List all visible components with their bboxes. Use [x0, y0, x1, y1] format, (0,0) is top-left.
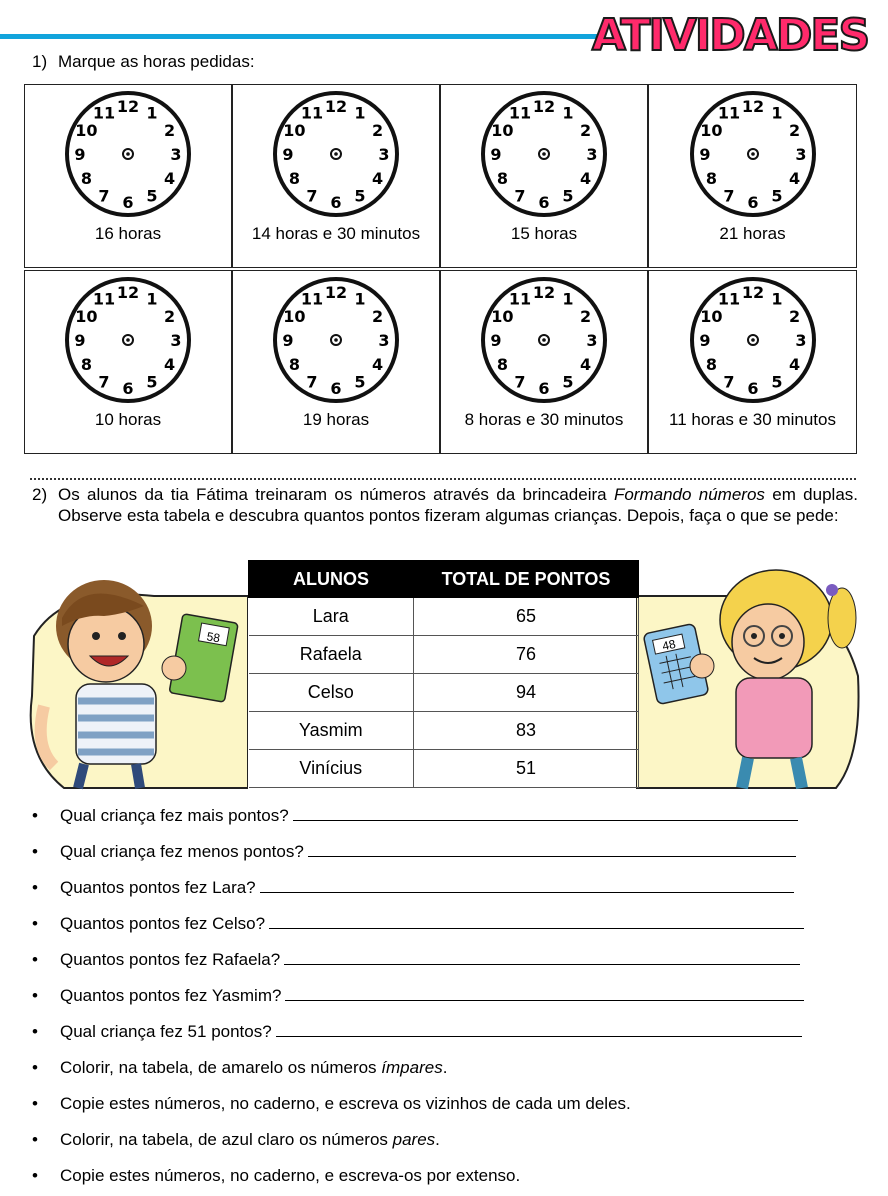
clock-number: 5 [562, 186, 574, 206]
clock-number: 2 [788, 121, 800, 140]
clock-number: 10 [283, 307, 306, 326]
clock-number: 5 [146, 372, 158, 392]
student-points: 83 [414, 712, 639, 750]
section-divider [30, 478, 856, 480]
clock-number: 6 [330, 193, 342, 212]
clock-number: 6 [330, 379, 342, 398]
answer-line[interactable] [285, 984, 804, 1001]
clock-number: 5 [770, 372, 783, 392]
task-text-end: . [435, 1130, 440, 1149]
clock-number: 8 [496, 169, 508, 188]
clock-number: 11 [300, 289, 324, 309]
clock-number: 4 [580, 169, 592, 188]
clock-number: 9 [282, 145, 294, 164]
student-name: Yasmim [249, 712, 414, 750]
clock-number: 8 [80, 169, 92, 188]
question-text: Quantos pontos fez Rafaela? [60, 950, 281, 969]
clock-number: 2 [788, 307, 800, 326]
clock-number: 11 [717, 103, 740, 123]
clock-number: 2 [372, 307, 384, 326]
clock-number: 6 [538, 379, 550, 398]
clock-number: 11 [717, 289, 740, 309]
clock-number: 2 [372, 121, 384, 140]
question-item [30, 798, 860, 834]
clock-number: 12 [324, 283, 348, 302]
question-2-text-a: Os alunos da tia Fátima treinaram os números através da brincadeira [58, 485, 614, 504]
question-line [60, 834, 796, 870]
clock-number: 10 [699, 121, 723, 140]
question-line [60, 978, 804, 1014]
student-name: Lara [249, 598, 414, 636]
table-row [249, 636, 639, 674]
clock-number: 4 [372, 355, 384, 374]
clock-number: 1 [354, 103, 366, 123]
clock-label: 19 horas [302, 410, 370, 429]
question-text: Quantos pontos fez Celso? [60, 914, 266, 933]
clock-face[interactable] [271, 275, 401, 405]
clock-number: 9 [698, 331, 711, 350]
clock-face[interactable] [479, 275, 609, 405]
task-text [60, 1050, 447, 1086]
clock-number: 3 [586, 145, 598, 164]
clock-number: 4 [164, 169, 176, 188]
question-1-prompt: Marque as horas pedidas: [58, 52, 255, 71]
clock-label: 11 horas e 30 minutos [669, 410, 836, 429]
answer-line[interactable] [293, 804, 798, 821]
clock-number: 2 [580, 307, 592, 326]
clock-number: 5 [146, 186, 158, 206]
question-line [60, 906, 804, 942]
clock-number: 12 [116, 97, 140, 116]
clock-face[interactable] [63, 89, 193, 219]
task-text [60, 1086, 631, 1122]
clock-number: 3 [794, 331, 807, 350]
clock-number: 9 [74, 145, 86, 164]
question-line [60, 942, 800, 978]
clock-number: 9 [698, 145, 711, 164]
clock-number: 5 [354, 186, 366, 206]
clock-number: 9 [490, 331, 502, 350]
bullet-icon: • [32, 1130, 38, 1149]
clock-number: 6 [122, 193, 134, 212]
clock-number: 1 [146, 289, 158, 309]
task-item [30, 1086, 860, 1122]
clock-number: 8 [496, 355, 508, 374]
clock-number: 8 [288, 169, 300, 188]
clock-number: 10 [491, 121, 514, 140]
task-item [30, 1158, 860, 1194]
answer-line[interactable] [269, 912, 804, 929]
clock-number: 6 [538, 193, 550, 212]
clock-number: 9 [74, 331, 86, 350]
clock-label: 14 horas e 30 minutos [251, 224, 421, 243]
question-line [60, 798, 798, 834]
clock-number: 7 [514, 372, 526, 392]
question-line [60, 870, 794, 906]
table-header-pontos: TOTAL DE PONTOS [414, 561, 639, 598]
question-item [30, 906, 860, 942]
task-item [30, 1122, 860, 1158]
clock-number: 4 [164, 355, 176, 374]
boy-illustration [24, 556, 248, 790]
table-row [249, 712, 639, 750]
clock-number: 10 [75, 121, 98, 140]
boy-card-number: 58 [205, 629, 222, 646]
clock-number: 11 [300, 103, 324, 123]
clock-label: 21 horas [719, 224, 786, 243]
question-item [30, 834, 860, 870]
clock-number: 3 [378, 145, 390, 164]
clock-face[interactable] [688, 275, 818, 405]
clock-number: 12 [741, 97, 764, 116]
clock-number: 10 [283, 121, 306, 140]
clock-number: 5 [354, 372, 366, 392]
task-text-main: Copie estes números, no caderno, e escreva os vizinhos de cada um deles. [60, 1094, 631, 1113]
clock-cell [24, 270, 232, 454]
answer-line[interactable] [284, 948, 800, 965]
clock-number: 9 [282, 331, 294, 350]
task-text [60, 1158, 520, 1194]
clock-cell [440, 84, 648, 268]
clock-cell [24, 84, 232, 268]
clock-cell [440, 270, 648, 454]
table-header-alunos: ALUNOS [249, 561, 414, 598]
clock-number: 11 [92, 103, 116, 123]
clock-number: 3 [378, 331, 390, 350]
task-text-main: Copie estes números, no caderno, e escreva-os por extenso. [60, 1166, 521, 1185]
question-2-text-b: em duplas. Observe esta tabela e descubra quantos pontos fizeram algumas crianças. Depois, faça o que se pede: [58, 485, 859, 525]
clock-number: 10 [75, 307, 98, 326]
clock-number: 10 [699, 307, 723, 326]
clock-number: 7 [306, 372, 318, 392]
bullet-icon: • [32, 842, 38, 861]
student-points: 76 [414, 636, 639, 674]
task-text [60, 1122, 440, 1158]
question-list [30, 798, 860, 1194]
question-1-number: 1) [32, 52, 48, 71]
clock-cell [648, 84, 857, 268]
clock-face[interactable] [63, 275, 193, 405]
clock-number: 7 [98, 372, 110, 392]
question-1 [32, 52, 255, 72]
clock-number: 7 [722, 186, 735, 206]
bullet-icon: • [32, 950, 38, 969]
clock-number: 1 [770, 103, 783, 123]
question-item [30, 1014, 860, 1050]
clock-number: 8 [288, 355, 300, 374]
clock-label: 15 horas [510, 224, 578, 243]
girl-illustration [636, 556, 862, 790]
clock-number: 2 [580, 121, 592, 140]
clock-cell [232, 270, 440, 454]
student-points: 65 [414, 598, 639, 636]
clock-number: 5 [562, 372, 574, 392]
clock-face[interactable] [271, 89, 401, 219]
student-name: Vinícius [249, 750, 414, 788]
bullet-icon: • [32, 1094, 38, 1113]
task-text-italic: ímpares [381, 1058, 443, 1077]
clock-number: 1 [354, 289, 366, 309]
question-text: Qual criança fez mais pontos? [60, 806, 289, 825]
clock-number: 8 [705, 169, 717, 188]
task-text-end: . [442, 1058, 448, 1077]
bullet-icon: • [32, 1022, 38, 1041]
clock-number: 6 [122, 379, 134, 398]
clock-number: 1 [770, 289, 783, 309]
clock-number: 1 [146, 103, 158, 123]
clock-number: 1 [562, 289, 574, 309]
points-table [248, 560, 639, 788]
clock-number: 12 [116, 283, 140, 302]
clock-face[interactable] [479, 89, 609, 219]
question-text: Quantos pontos fez Lara? [60, 878, 256, 897]
answer-line[interactable] [276, 1020, 802, 1037]
clock-cell [232, 84, 440, 268]
clock-number: 12 [741, 283, 764, 302]
clock-number: 11 [92, 289, 116, 309]
question-text: Qual criança fez 51 pontos? [60, 1022, 272, 1041]
bullet-icon: • [32, 986, 38, 1005]
question-item [30, 942, 860, 978]
question-2-number: 2) [32, 485, 48, 504]
clock-number: 1 [562, 103, 574, 123]
student-points: 51 [414, 750, 639, 788]
task-text-main: Colorir, na tabela, de azul claro os números [60, 1130, 393, 1149]
clock-number: 5 [770, 186, 783, 206]
question-text: Quantos pontos fez Yasmim? [60, 986, 282, 1005]
table-row [249, 598, 639, 636]
atividades-logo [580, 8, 880, 60]
question-line [60, 1014, 802, 1050]
question-2-text-italic: Formando números [613, 485, 765, 504]
question-2 [32, 484, 858, 526]
task-text-italic: pares [392, 1130, 436, 1149]
task-text-main: Colorir, na tabela, de amarelo os números [60, 1058, 382, 1077]
girl-card-number: 48 [660, 636, 677, 654]
table-row [249, 674, 639, 712]
clock-label: 10 horas [94, 410, 162, 429]
question-item [30, 978, 860, 1014]
student-points: 94 [414, 674, 639, 712]
bullet-icon: • [32, 914, 38, 933]
bullet-icon: • [32, 1166, 38, 1185]
clock-number: 2 [164, 121, 176, 140]
svg-text:ATIVIDADES: ATIVIDADES [591, 10, 869, 60]
clock-number: 11 [508, 289, 532, 309]
question-item [30, 870, 860, 906]
clock-number: 7 [514, 186, 526, 206]
student-name: Rafaela [249, 636, 414, 674]
question-text: Qual criança fez menos pontos? [60, 842, 304, 861]
clock-face[interactable] [688, 89, 818, 219]
clock-number: 10 [491, 307, 514, 326]
clock-number: 11 [508, 103, 532, 123]
clock-number: 3 [170, 145, 182, 164]
table-row [249, 750, 639, 788]
answer-line[interactable] [308, 840, 796, 857]
clock-number: 4 [580, 355, 592, 374]
clock-label: 8 horas e 30 minutos [464, 410, 624, 429]
clock-number: 6 [746, 379, 759, 398]
clock-number: 3 [170, 331, 182, 350]
clock-cell [648, 270, 857, 454]
clock-number: 7 [306, 186, 318, 206]
clock-number: 7 [98, 186, 110, 206]
clock-number: 7 [722, 372, 735, 392]
clock-number: 2 [164, 307, 176, 326]
clock-number: 9 [490, 145, 502, 164]
clock-number: 8 [80, 355, 92, 374]
clock-number: 3 [586, 331, 598, 350]
bullet-icon: • [32, 878, 38, 897]
clock-number: 4 [788, 169, 800, 188]
header-rule [0, 34, 600, 39]
clock-label: 16 horas [94, 224, 162, 243]
student-name: Celso [249, 674, 414, 712]
clock-number: 12 [532, 97, 556, 116]
clock-number: 3 [794, 145, 807, 164]
bullet-icon: • [32, 1058, 38, 1077]
clock-number: 4 [372, 169, 384, 188]
clock-number: 8 [705, 355, 717, 374]
answer-line[interactable] [260, 876, 794, 893]
clock-number: 12 [324, 97, 348, 116]
task-item [30, 1050, 860, 1086]
clock-number: 12 [532, 283, 556, 302]
bullet-icon: • [32, 806, 38, 825]
clock-number: 4 [788, 355, 800, 374]
clock-number: 6 [746, 193, 759, 212]
